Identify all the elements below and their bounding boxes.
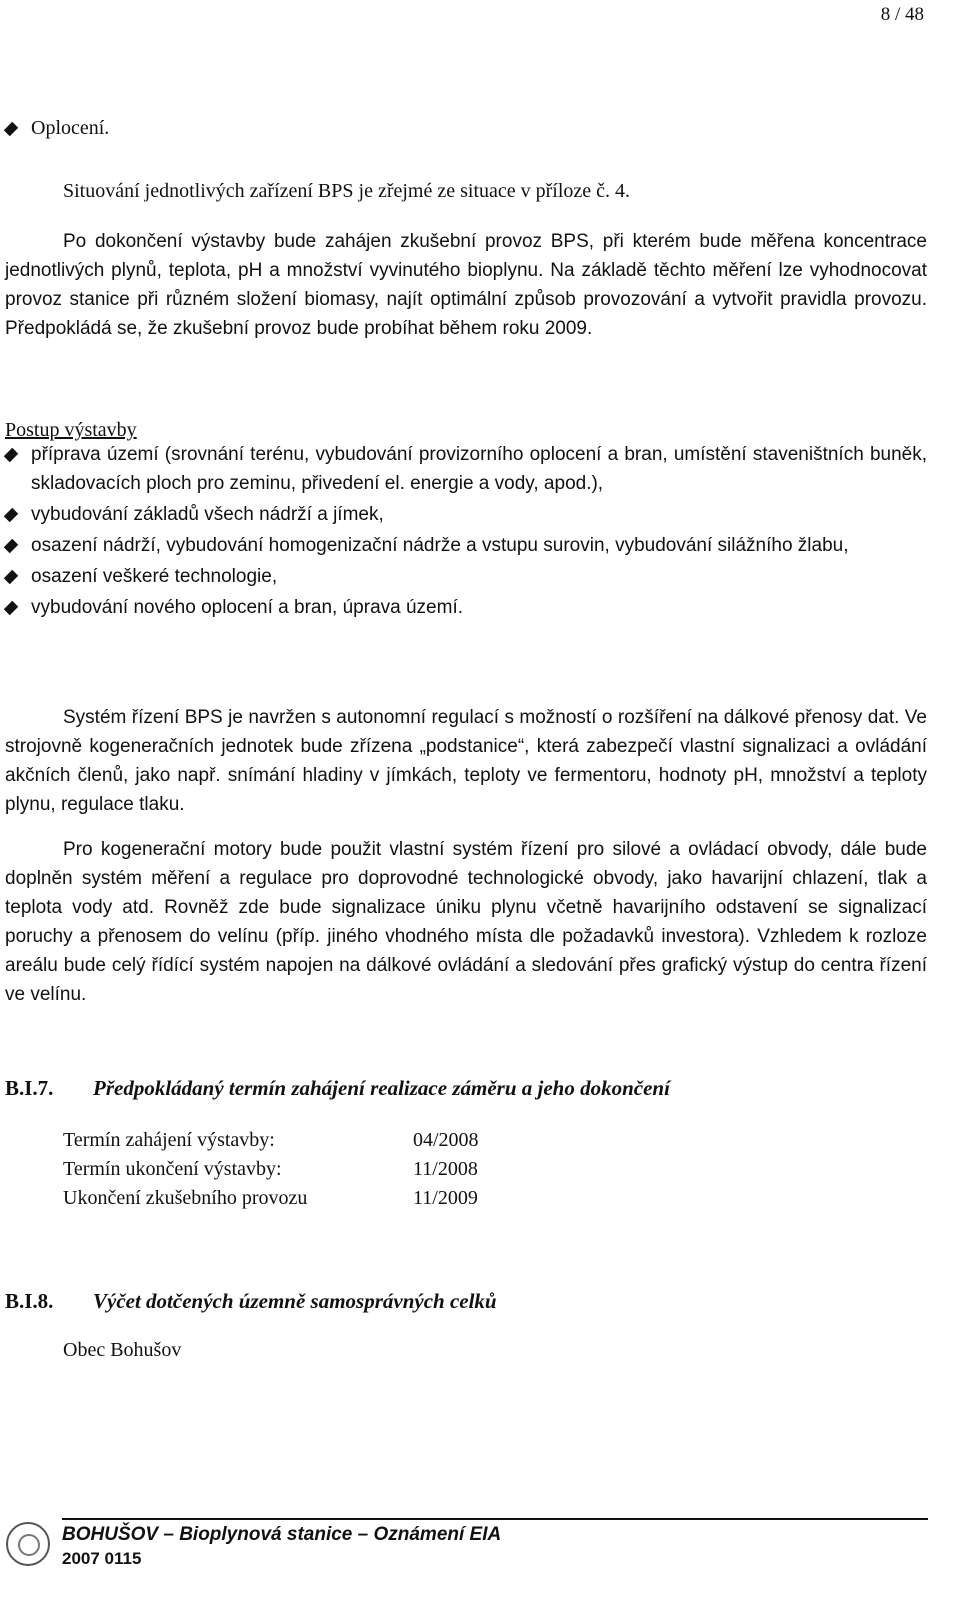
diamond-bullet-icon — [4, 122, 18, 136]
list-item: příprava území (srovnání terénu, vybudování provizorního oplocení a bran, umístění staveništních buněk, skladovacích ploch pro zeminu, přivedení el. energie a vody, apod.), — [5, 440, 927, 498]
oploceni-text: Oplocení. — [31, 117, 110, 139]
list-item: osazení veškeré technologie, — [5, 562, 927, 591]
diamond-bullet-icon — [4, 601, 18, 615]
diamond-bullet-icon — [4, 570, 18, 584]
provoz-paragraph: Po dokončení výstavby bude zahájen zkušební provoz BPS, při kterém bude měřena koncentrace jednotlivých plynů, teplota, pH a množství vyvinutého bioplynu. Na základě těchto měření lze vyhodnocovat provoz stanice při různém složení biomasy, najít optimální způsob provozování a vytvořit pravidla provozu. Předpokládá se, že zkušební provoz bude probíhat během roku 2009. — [5, 231, 927, 339]
diamond-bullet-icon — [4, 508, 18, 522]
postup-heading: Postup výstavby — [5, 419, 137, 441]
diamond-bullet-icon — [4, 539, 18, 553]
table-row: Termín ukončení výstavby: 11/2008 — [63, 1158, 478, 1180]
footer-code: 2007 0115 — [62, 1549, 142, 1568]
terms-table — [63, 1126, 479, 1213]
list-item: vybudování základů všech nádrží a jímek, — [5, 500, 927, 529]
system-paragraph: Systém řízení BPS je navržen s autonomní regulací s možností o rozšíření na dálkové přenosy dat. Ve strojovně kogeneračních jednotek bude zřízena „podstanice“, která zabezpečí vlastní signalizaci a ovládání akčních členů, jako např. snímání hladiny v jímkách, teploty ve fermentoru, hodnoty pH, množství a teploty plynu, regulace tlaku. — [5, 707, 927, 815]
company-seal-icon — [6, 1522, 50, 1566]
list-item: vybudování nového oplocení a bran, úprava území. — [5, 593, 927, 622]
footer-title: BOHUŠOV – Bioplynová stanice – Oznámení EIA — [62, 1524, 502, 1545]
motory-paragraph: Pro kogenerační motory bude použit vlastní systém řízení pro silové a ovládací obvody, dále bude doplněn systém měření a regulace pro doprovodné technologické obvody, jako havarijní chlazení, tlak a teplota vody atd. Rovněž zde bude signalizace úniku plynu včetně havarijního odstavení se signalizací poruchy a přenosem do velínu (příp. jiného vhodného místa dle požadavků investora). Vzhledem k rozloze areálu bude celý řídící systém napojen na dálkové ovládání a sledování přes grafický výstup do centra řízení ve velínu. — [5, 839, 927, 1005]
page-number: 8 / 48 — [880, 4, 924, 25]
footer-divider — [62, 1518, 928, 1520]
section-b17-heading: B.I.7. Předpokládaný termín zahájení realizace záměru a jeho dokončení — [5, 1076, 670, 1100]
table-row: Ukončení zkušebního provozu 11/2009 — [63, 1187, 478, 1209]
list-item: osazení nádrží, vybudování homogenizační nádrže a vstupu surovin, vybudování silážního žlabu, — [5, 531, 927, 560]
situace-paragraph: Situování jednotlivých zařízení BPS je zřejmé ze situace v příloze č. 4. — [63, 180, 631, 202]
diamond-bullet-icon — [4, 448, 18, 462]
oploceni-bullet — [5, 114, 927, 143]
table-row: Termín zahájení výstavby: 04/2008 — [63, 1129, 479, 1151]
obec-text: Obec Bohušov — [63, 1339, 182, 1361]
section-b18-heading: B.I.8. Výčet dotčených územně samosprávných celků — [5, 1289, 497, 1313]
postup-list — [5, 440, 927, 624]
